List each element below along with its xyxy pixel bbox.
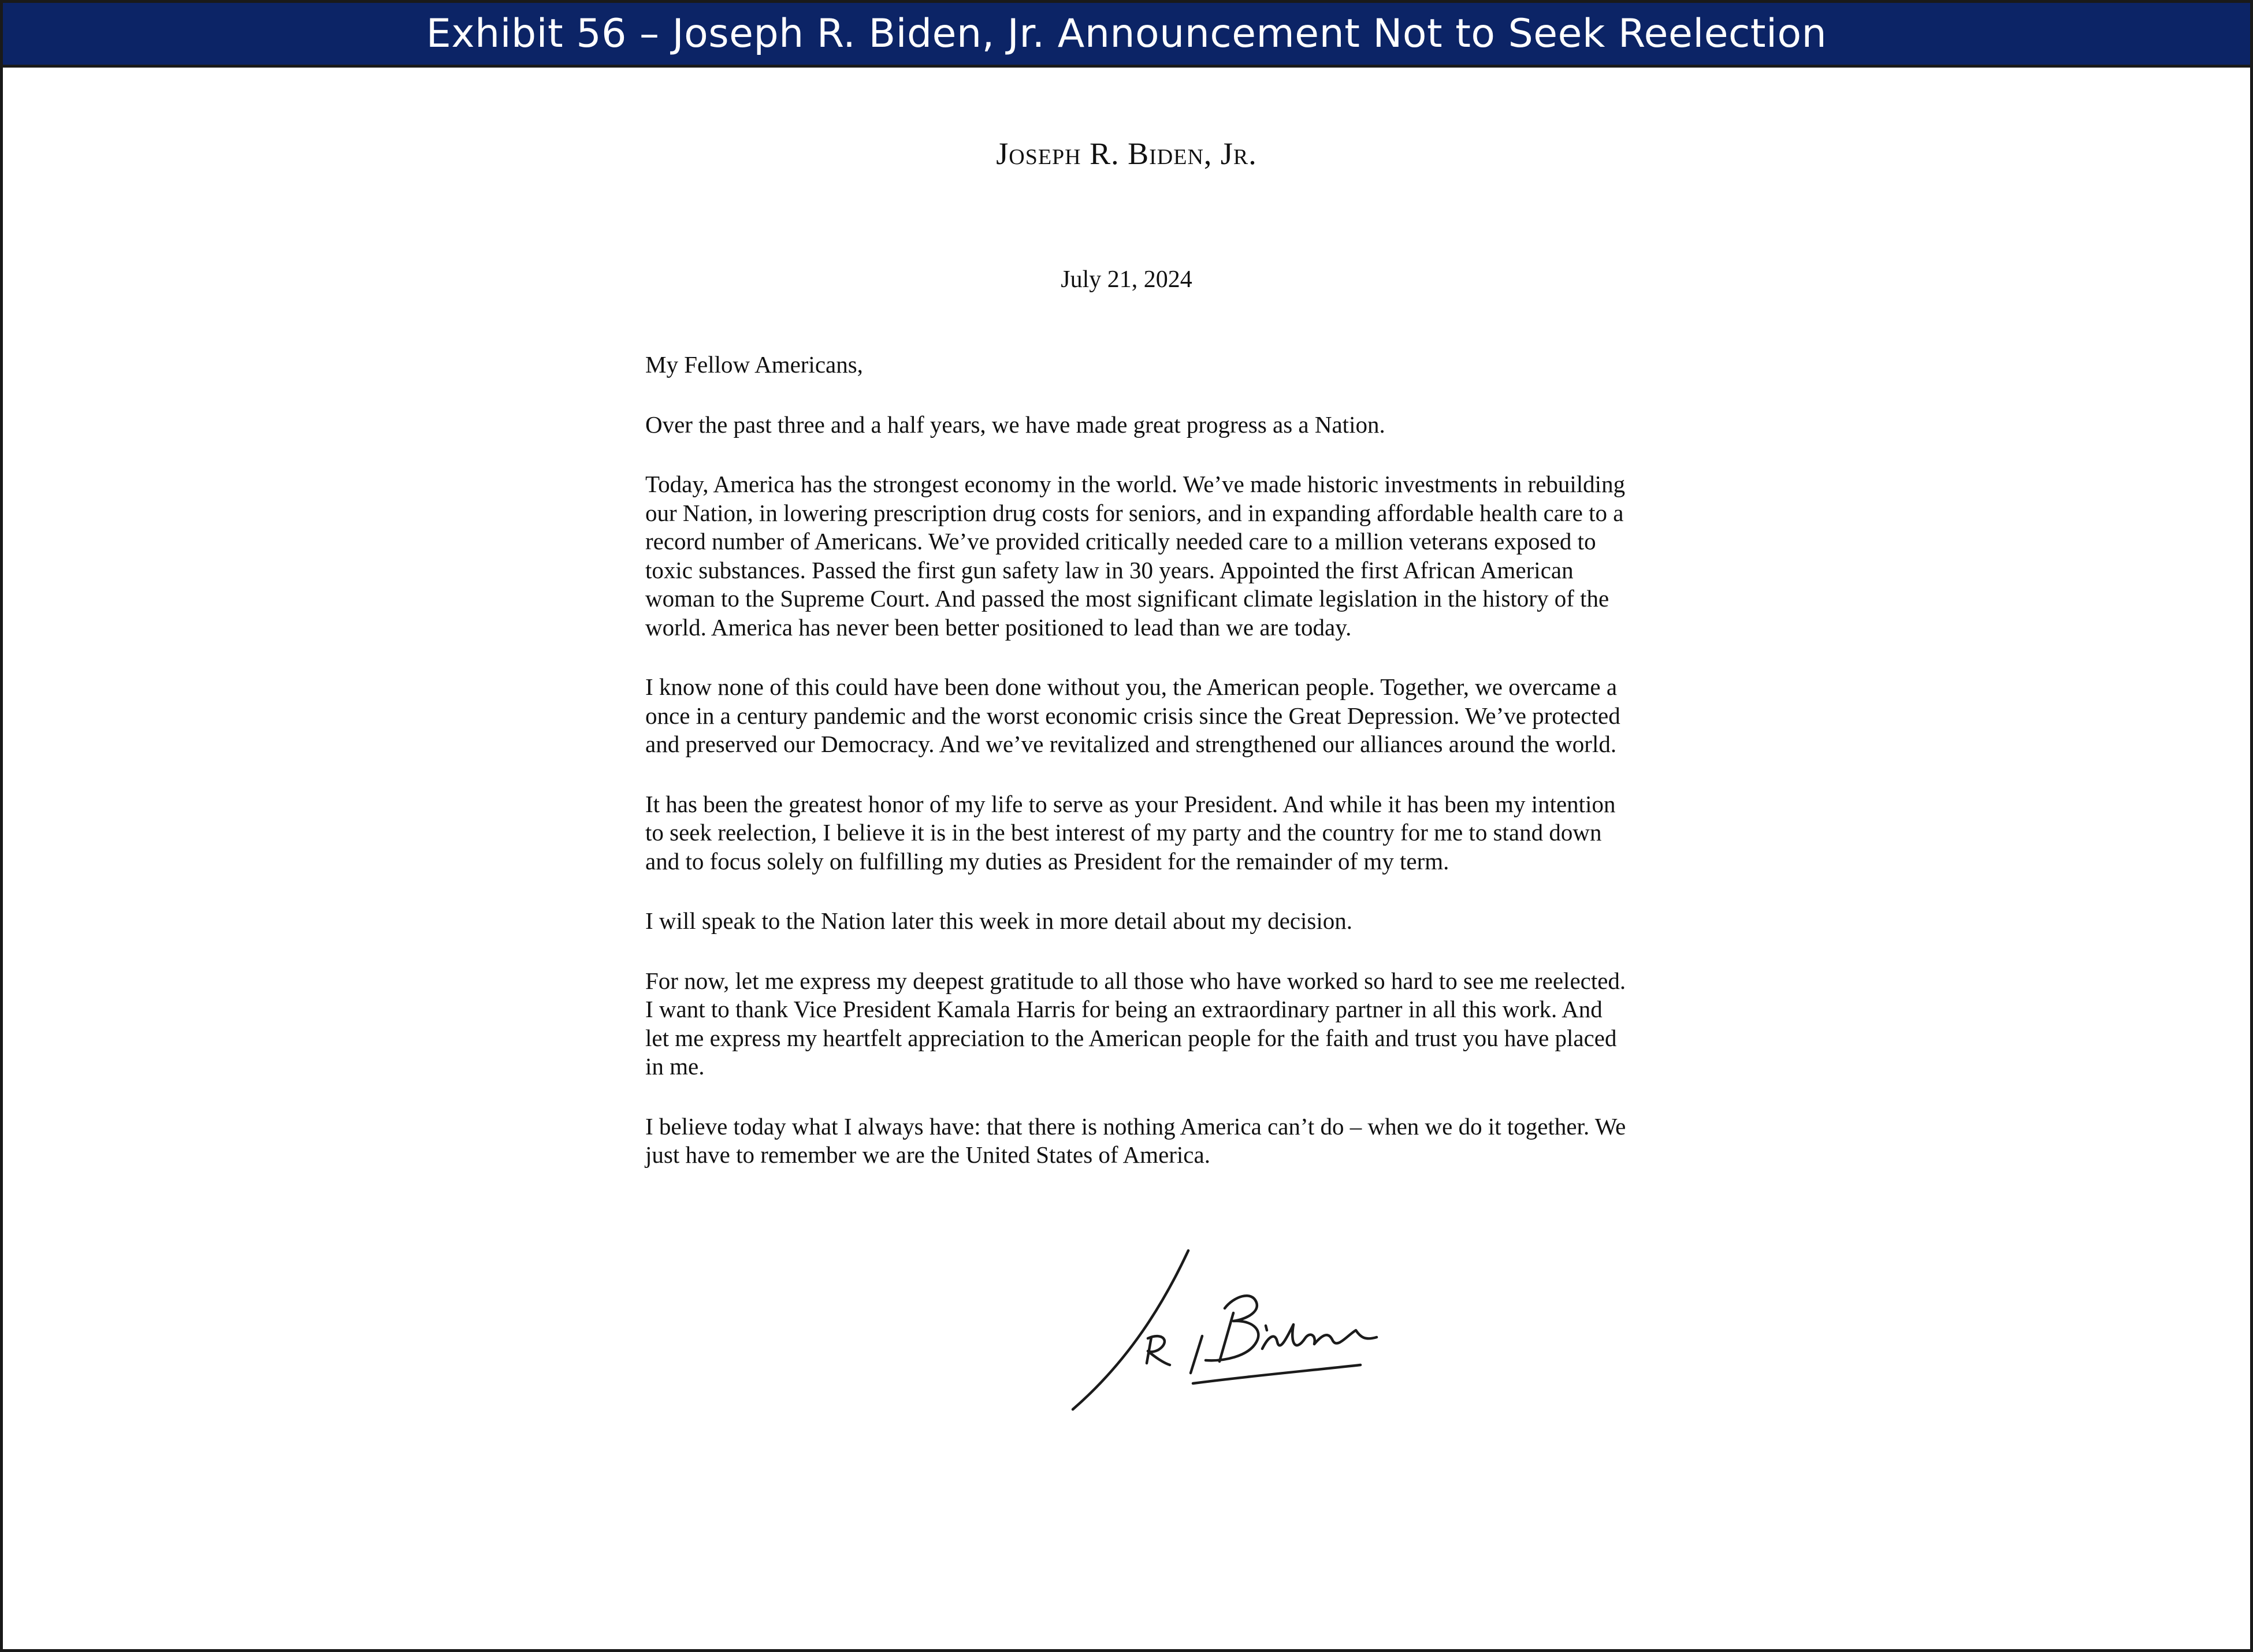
letter-paragraph: I know none of this could have been done without you, the American people. Together, we overcame a once in a century pandemic and the worst economic crisis since the Great Depression. We’ve protected and preserved our Democracy. And we’ve revitalized and strengthened our alliances around the world. — [645, 674, 1620, 757]
letter-paragraph: Over the past three and a half years, we have made great progress as a Nation. — [645, 411, 1385, 438]
letter-paragraph: Today, America has the strongest economy in the world. We’ve made historic investments in rebuilding our Nation, in lowering prescription drug costs for seniors, and in expanding affordable health care to a record number of Americans. We’ve provided critically needed care to a million veterans exposed to toxic substances. Passed the first gun safety law in 30 years. Appointed the first African American woman to the Supreme Court. And passed the most significant climate legislation in the history of the world. America has never been better positioned to lead than we are today. — [645, 471, 1626, 641]
letter-body — [645, 351, 1627, 1201]
letterhead: Joseph R. Biden, Jr. — [996, 136, 1257, 171]
handwritten-signature — [1060, 1239, 1395, 1412]
letter-paragraph: I believe today what I always have: that there is nothing America can’t do – when we do it together. We just have to remember we are the United States of America. — [645, 1113, 1626, 1168]
letter-paragraph: It has been the greatest honor of my life to serve as your President. And while it has been my intention to seek reelection, I believe it is in the best interest of my party and the country for me to stand down and to focus solely on fulfilling my duties as President for the remainder of my term. — [645, 790, 1616, 875]
letter-date: July 21, 2024 — [1061, 266, 1192, 293]
letter-paragraph: For now, let me express my deepest gratitude to all those who have worked so hard to see me reelected. I want to thank Vice President Kamala Harris for being an extraordinary partner in all this work. And let me express my heartfelt appreciation to the American people for the faith and trust you have placed in me. — [645, 967, 1626, 1080]
letter-paragraph: I will speak to the Nation later this week in more detail about my decision. — [645, 907, 1352, 934]
exhibit-title-bar — [3, 3, 2250, 68]
salutation: My Fellow Americans, — [645, 351, 863, 378]
exhibit-title: Exhibit 56 – Joseph R. Biden, Jr. Announcement Not to Seek Reelection — [426, 11, 1827, 57]
